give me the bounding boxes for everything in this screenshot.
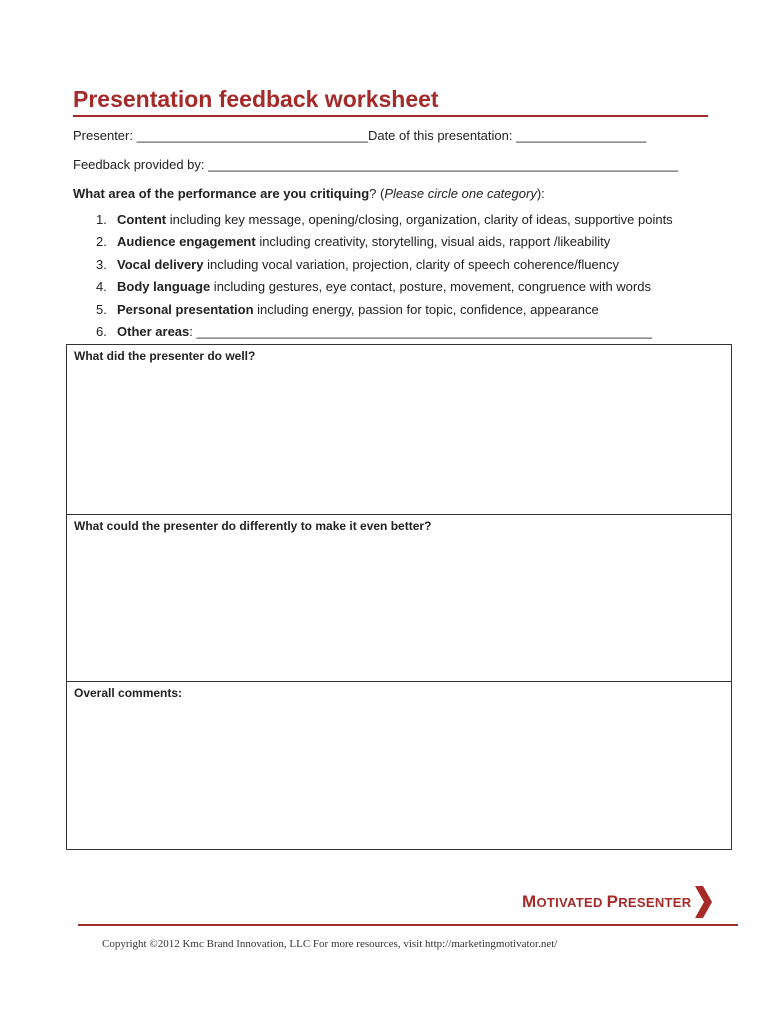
category-item[interactable]: [96, 257, 673, 279]
page-title: Presentation feedback worksheet: [73, 84, 708, 117]
category-item[interactable]: [96, 302, 673, 324]
feedback-box-better[interactable]: [66, 514, 732, 682]
category-number: 1.: [96, 212, 107, 227]
presenter-field[interactable]: Presenter: ________________________________: [73, 128, 368, 143]
box-label-well: What did the presenter do well?: [74, 349, 256, 363]
feedback-box-overall[interactable]: [66, 681, 732, 850]
question-mid: ? (: [369, 186, 385, 201]
category-number: 5.: [96, 301, 107, 317]
category-name: Content: [117, 212, 167, 227]
category-question: [73, 186, 545, 202]
chevron-right-icon: [693, 884, 713, 920]
question-end: ):: [536, 186, 545, 201]
box-label-overall: Overall comments:: [74, 686, 183, 700]
date-field[interactable]: Date of this presentation: __________________: [367, 128, 647, 143]
category-description: including creativity, storytelling, visual aids, rapport /likeability: [255, 234, 611, 250]
category-description: including vocal variation, projection, clarity of speech coherence/fluency: [203, 256, 619, 272]
question-instruction: Please circle one category: [384, 186, 537, 201]
category-description: including key message, opening/closing, organization, clarity of ideas, supportive points: [166, 212, 673, 227]
category-item[interactable]: [96, 324, 673, 346]
category-description: including gestures, eye contact, posture, movement, congruence with words: [210, 279, 651, 295]
question-lead: What area of the performance are you critiquing: [73, 186, 370, 201]
category-item[interactable]: [96, 212, 673, 234]
feedback-box-well[interactable]: [66, 344, 732, 515]
footer-divider: [78, 924, 738, 926]
category-name: Personal presentation: [117, 301, 254, 317]
category-name: Body language: [117, 279, 211, 295]
feedback-by-field[interactable]: Feedback provided by: _________________________________________________________________: [73, 157, 679, 172]
category-item[interactable]: [96, 234, 673, 256]
category-number: 2.: [96, 234, 107, 250]
category-number: 3.: [96, 256, 107, 272]
category-name: Audience engagement: [117, 234, 256, 250]
category-list: [96, 212, 673, 346]
category-description: : _______________________________________________________________: [189, 323, 652, 339]
copyright-footer: Copyright ©2012 Kmc Brand Innovation, LLC For more resources, visit http://marketingmotivator.net/: [102, 938, 558, 950]
category-name: Vocal delivery: [117, 256, 204, 272]
category-name: Other areas: [117, 323, 190, 339]
box-label-better: What could the presenter do differently to make it even better?: [74, 519, 432, 533]
logo-text: MOTIVATED PRESENTER: [522, 892, 692, 911]
category-item[interactable]: [96, 279, 673, 301]
category-number: 6.: [96, 323, 107, 339]
presenter-date-line: [73, 128, 646, 144]
category-number: 4.: [96, 279, 107, 295]
category-description: including energy, passion for topic, confidence, appearance: [253, 301, 599, 317]
motivated-presenter-logo: [522, 884, 713, 920]
